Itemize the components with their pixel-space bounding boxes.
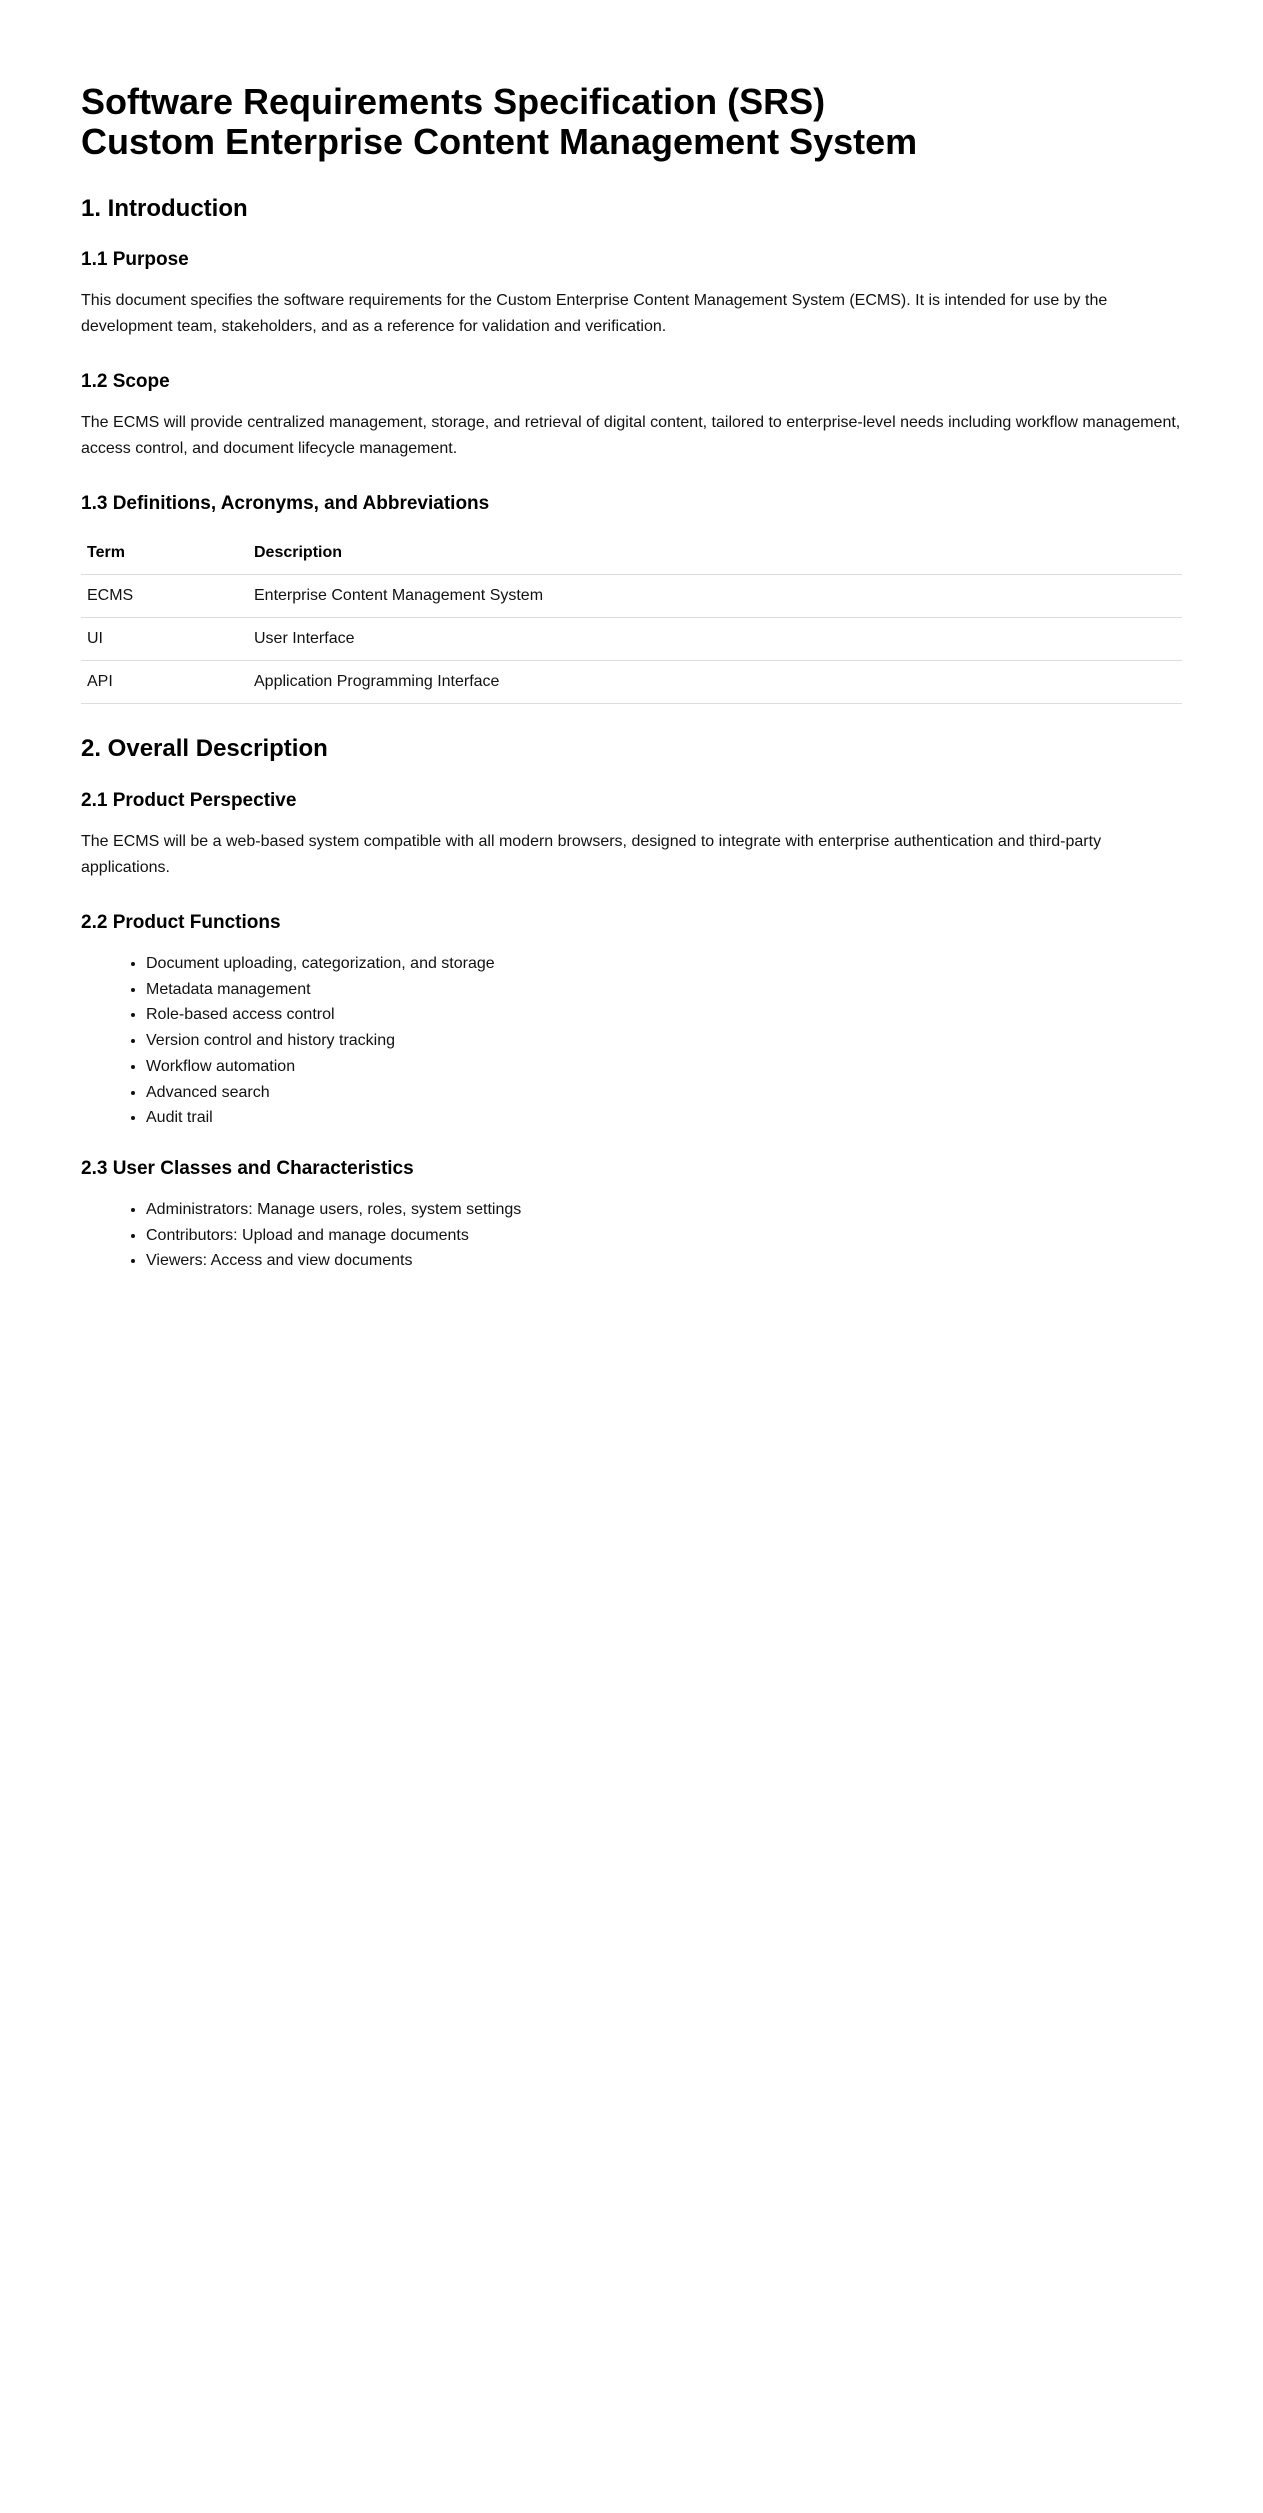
product-perspective-paragraph: The ECMS will be a web-based system compatible with all modern browsers, designed to integrate with enterprise authentication and third-party applications. [81,833,1102,876]
term-cell: API [81,661,248,704]
product-functions-list [81,951,1182,1131]
term-cell: UI [81,618,248,661]
section-heading-overall-description: 2. Overall Description [81,735,328,762]
purpose-paragraph: This document specifies the software requirements for the Custom Enterprise Content Management System (ECMS). It is intended for use by the development team, stakeholders, and as a reference for validation and verification. [81,292,1108,335]
list-item: • Metadata management [146,977,1182,1003]
column-header-term: Term [81,532,248,575]
list-item: • Role-based access control [146,1002,1182,1028]
definitions-table [81,532,1182,704]
description-cell: User Interface [248,618,1182,661]
list-item: • Workflow automation [146,1054,1182,1080]
list-item: • Document uploading, categorization, and storage [146,951,1182,977]
scope-paragraph: The ECMS will provide centralized management, storage, and retrieval of digital content, tailored to enterprise-level needs including workflow management, access control, and document lifecycle management. [81,414,1181,457]
subsection-heading-product-perspective: 2.1 Product Perspective [81,790,297,811]
table-row [81,575,1182,618]
section-heading-introduction: 1. Introduction [81,195,248,222]
subsection-heading-definitions: 1.3 Definitions, Acronyms, and Abbreviations [81,493,490,514]
description-cell: Application Programming Interface [248,661,1182,704]
description-cell: Enterprise Content Management System [248,575,1182,618]
column-header-description: Description [248,532,1182,575]
list-item: • Viewers: Access and view documents [146,1248,1182,1274]
table-row [81,661,1182,704]
document-title [81,0,1182,162]
term-cell: ECMS [81,575,248,618]
list-item: • Audit trail [146,1105,1182,1131]
title-line-2: Custom Enterprise Content Management System [81,121,918,162]
list-item: • Advanced search [146,1080,1182,1106]
subsection-heading-purpose: 1.1 Purpose [81,249,189,270]
subsection-heading-user-classes: 2.3 User Classes and Characteristics [81,1157,414,1179]
user-classes-list [81,1197,1182,1274]
subsection-heading-product-functions: 2.2 Product Functions [81,912,281,933]
list-item: • Version control and history tracking [146,1028,1182,1054]
list-item: • Administrators: Manage users, roles, system settings [146,1197,1182,1223]
list-item: • Contributors: Upload and manage documents [146,1223,1182,1249]
table-row [81,618,1182,661]
document [81,0,1182,1274]
subsection-heading-scope: 1.2 Scope [81,371,170,392]
table-header-row [81,532,1182,575]
title-line-1: Software Requirements Specification (SRS) [81,81,826,122]
